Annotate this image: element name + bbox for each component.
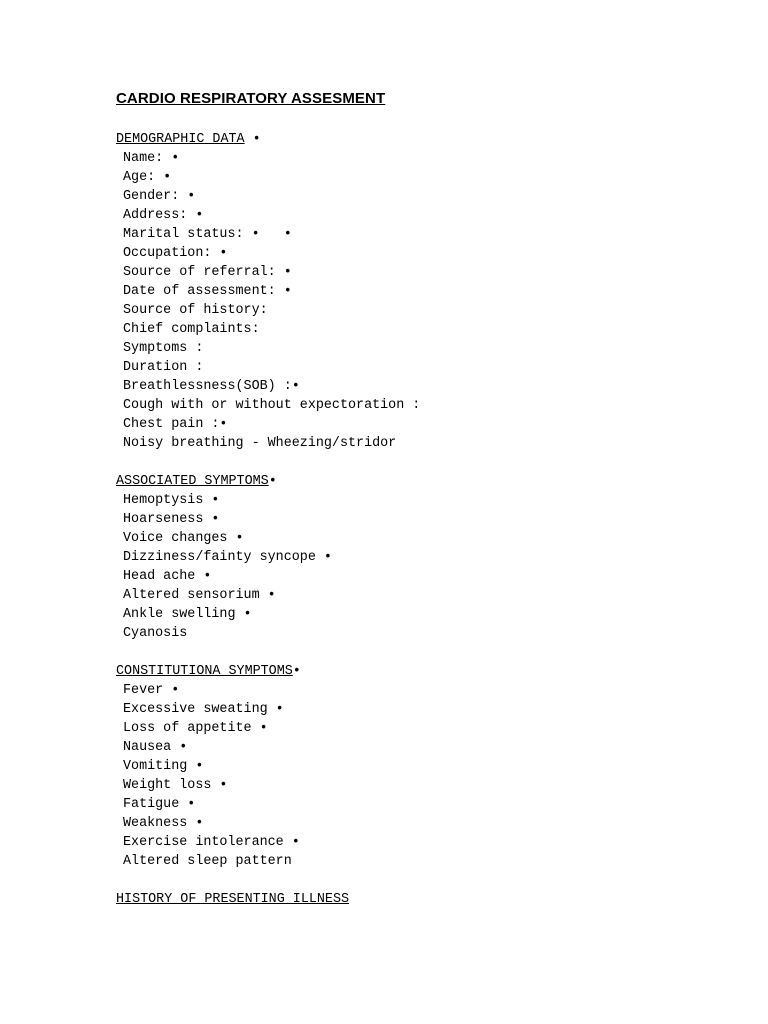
list-item: Fatigue • [123,797,196,812]
list-item: Weight loss • [123,778,228,793]
section-history-of-presenting-illness [116,890,736,909]
bullet: • [244,132,261,147]
list-item: Hoarseness • [123,512,220,527]
field-marital-status: Marital status: • • [123,227,292,242]
field-duration: Duration : [123,360,204,375]
section-heading-text: DEMOGRAPHIC DATA [116,132,245,147]
field-address: Address: • [123,208,204,223]
field-noisy-breathing: Noisy breathing - Wheezing/stridor [123,436,397,451]
list-item: Head ache • [123,569,212,584]
list-item: Cyanosis [123,626,188,641]
field-name: Name: • [123,151,180,166]
section-constitutional-symptoms [116,662,736,871]
list-item: Ankle swelling • [123,607,252,622]
document-title: CARDIO RESPIRATORY ASSESMENT [116,90,386,107]
list-item: Dizziness/fainty syncope • [123,550,332,565]
section-heading-text: CONSTITUTIONA SYMPTOMS [116,664,293,679]
section-heading [116,472,736,491]
field-occupation: Occupation: • [123,246,228,261]
field-source-of-history: Source of history: [123,303,268,318]
list-item: Voice changes • [123,531,244,546]
field-breathlessness: Breathlessness(SOB) :• [123,379,300,394]
field-cough: Cough with or without expectoration : [123,398,421,413]
field-chief-complaints: Chief complaints: [123,322,260,337]
field-chest-pain: Chest pain :• [123,417,228,432]
field-gender: Gender: • [123,189,196,204]
list-item: Excessive sweating • [123,702,284,717]
list-item: Exercise intolerance • [123,835,300,850]
bullet: • [292,664,301,679]
list-item: Weakness • [123,816,204,831]
section-heading [116,130,736,149]
field-age: Age: • [123,170,172,185]
section-demographic-data [116,130,736,453]
field-source-of-referral: Source of referral: • [123,265,292,280]
document-page [116,88,736,909]
bullet: • [268,474,277,489]
list-item: Nausea • [123,740,188,755]
section-heading-text: HISTORY OF PRESENTING ILLNESS [116,892,350,907]
section-heading [116,890,736,909]
list-item: Fever • [123,683,180,698]
list-item: Vomiting • [123,759,204,774]
section-heading [116,662,736,681]
section-associated-symptoms [116,472,736,643]
field-date-of-assessment: Date of assessment: • [123,284,292,299]
section-heading-text: ASSOCIATED SYMPTOMS [116,474,269,489]
list-item: Loss of appetite • [123,721,268,736]
list-item: Altered sensorium • [123,588,276,603]
field-symptoms: Symptoms : [123,341,204,356]
list-item: Altered sleep pattern [123,854,292,869]
list-item: Hemoptysis • [123,493,220,508]
